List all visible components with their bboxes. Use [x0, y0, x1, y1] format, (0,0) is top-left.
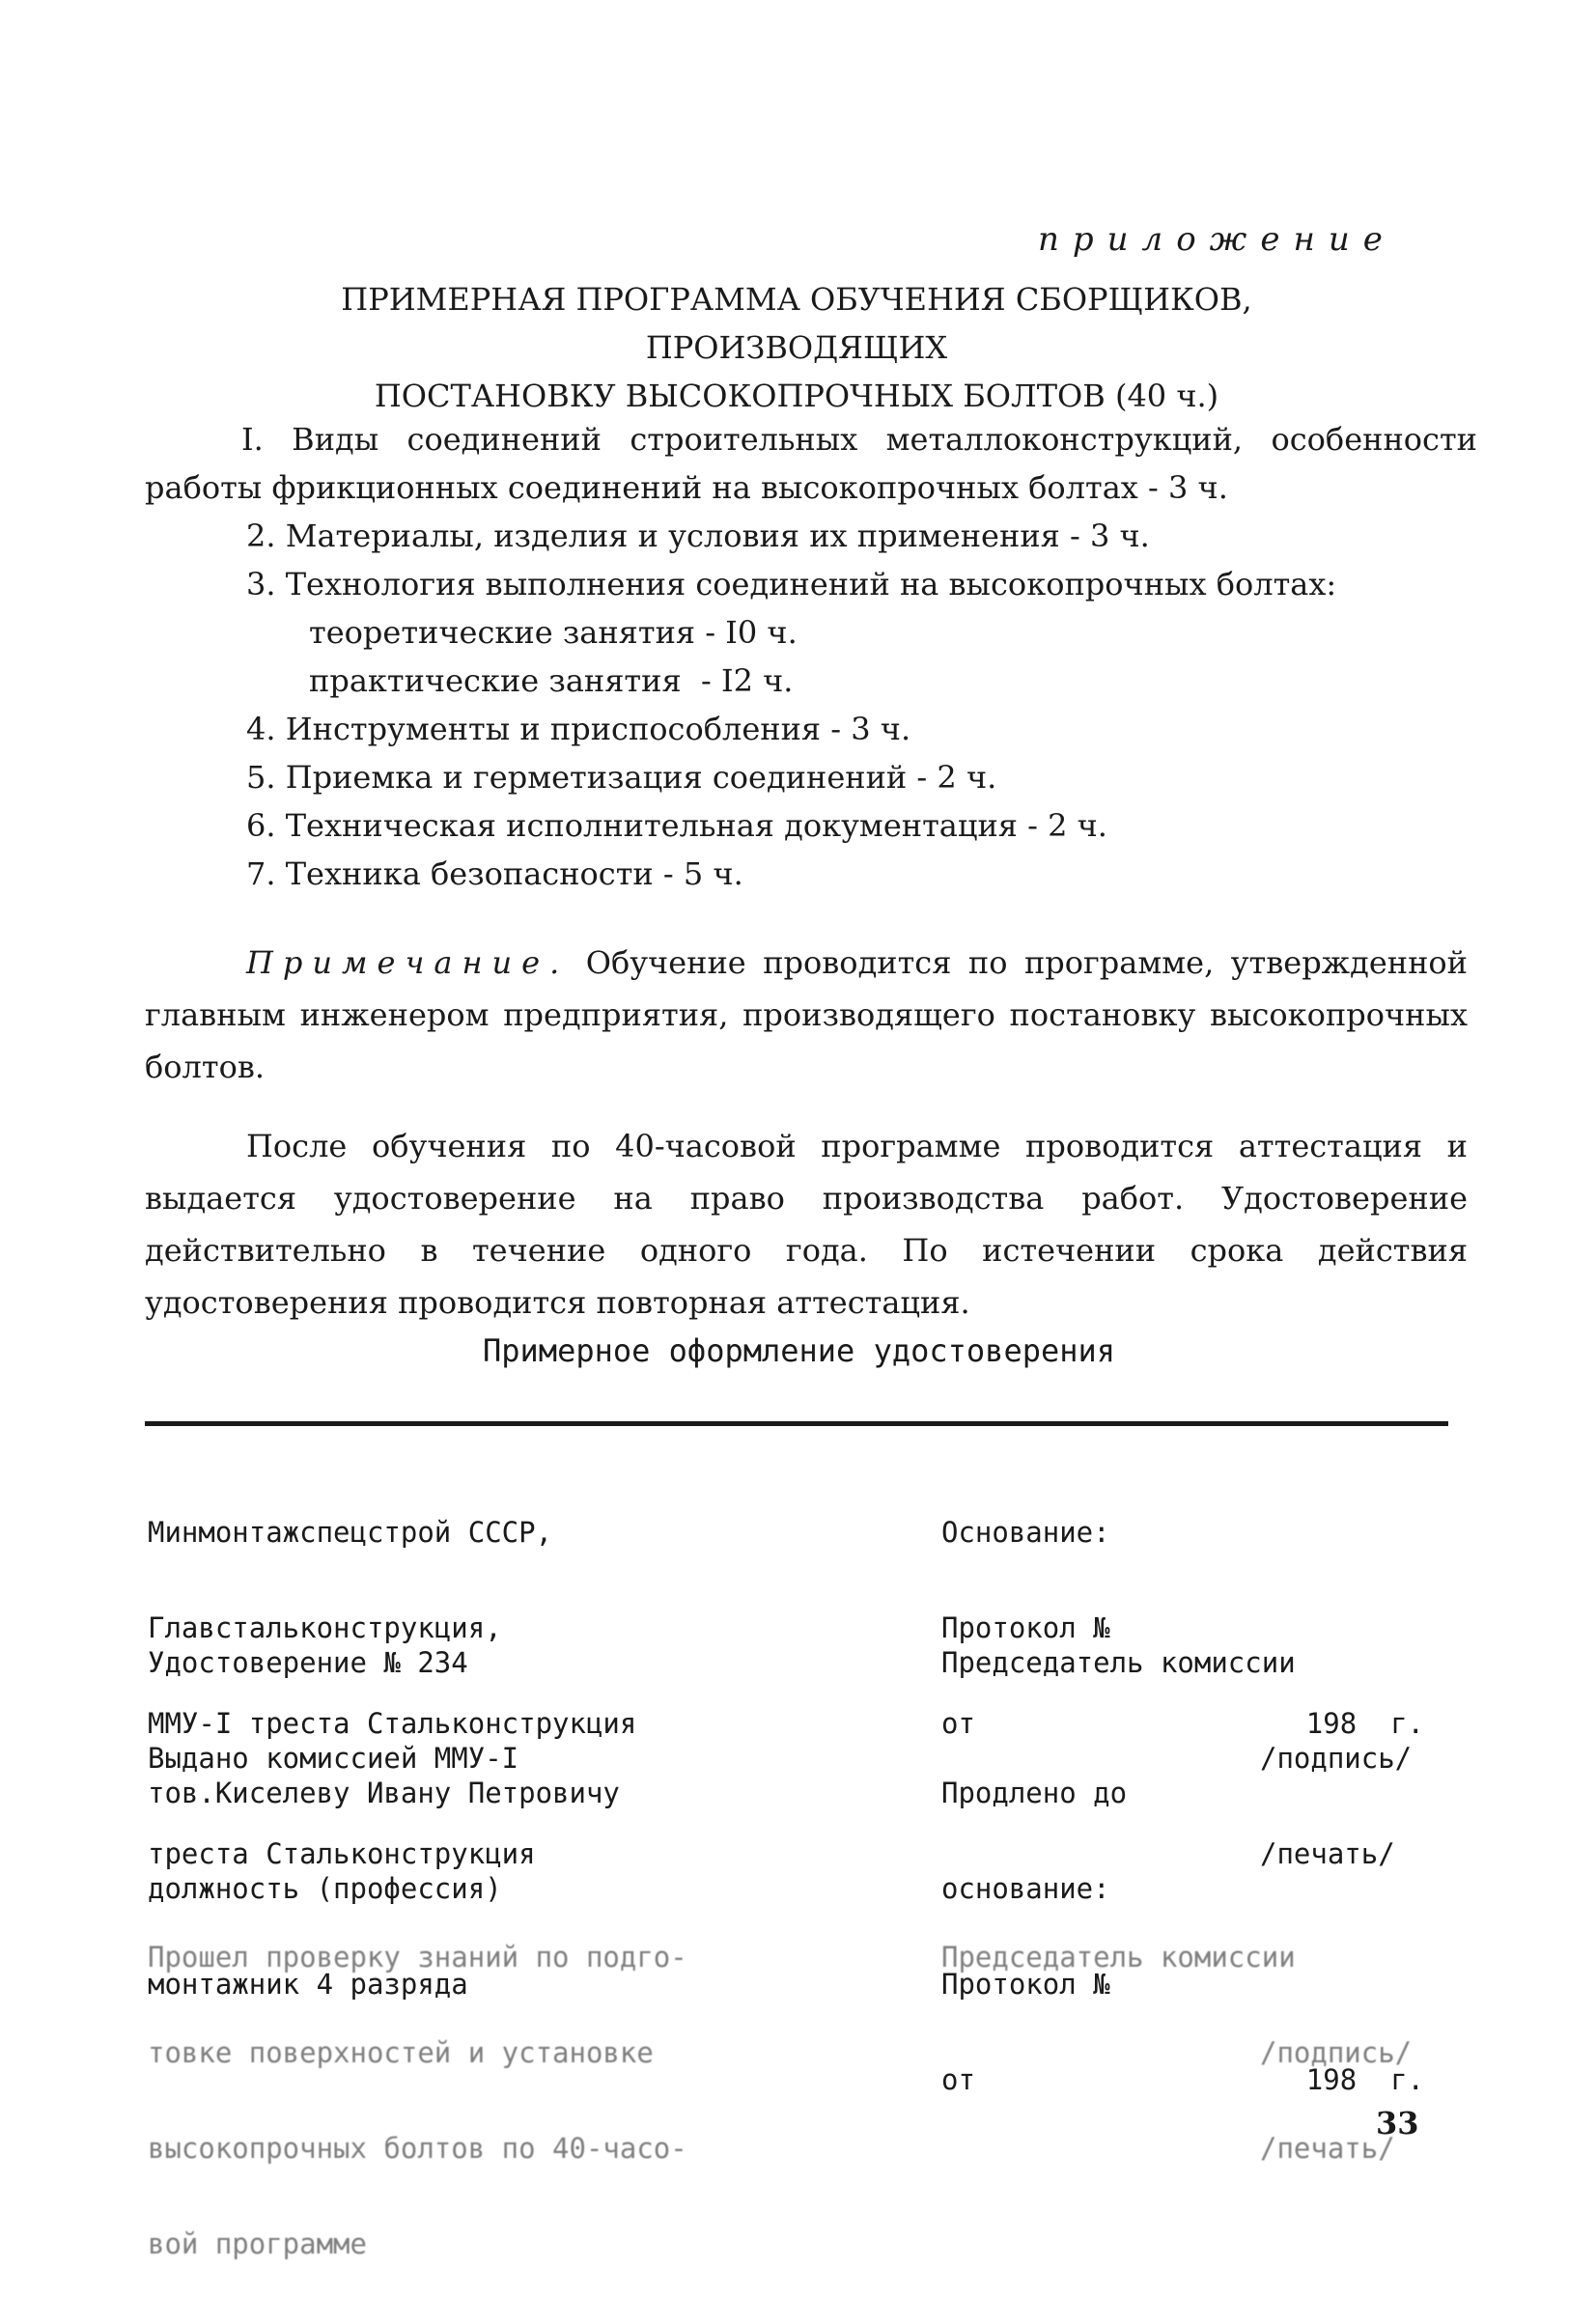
program-item-3-theory: теоретические занятия - I0 ч. — [309, 614, 798, 651]
divider-rule — [145, 1421, 1448, 1426]
certificate-heading: Примерное оформление удостоверения — [483, 1332, 1116, 1369]
program-item-3-practice: практические занятия - I2 ч. — [309, 662, 794, 699]
passed-line-1: Прошел проверку знаний по подго- — [148, 1941, 687, 1974]
program-item-5: 5. Приемка и герметизация соединений - 2 ч. — [246, 759, 997, 796]
title-line-1: ПРИМЕРНАЯ ПРОГРАММА ОБУЧЕНИЯ СБОРЩИКОВ, ПРОИЗВОДЯЩИХ — [341, 281, 1252, 366]
year-field: 198 г. — [1305, 1707, 1424, 1740]
program-item-6: 6. Техническая исполнительная документация - 2 ч. — [246, 807, 1107, 844]
issued-by-line-1: Выдано комиссией ММУ-I — [148, 1742, 519, 1775]
from-label-2: от — [941, 2063, 975, 2096]
program-item-1: I. Виды соединений строительных металлоконструкций, особенности работы фрикционных соединений на высокопрочных болтах - 3 ч. — [145, 421, 1477, 506]
program-item-3: 3. Технология выполнения соединений на высокопрочных болтах: — [246, 566, 1337, 602]
certificate-number: Удостоверение № 234 — [148, 1646, 468, 1679]
document-title — [193, 275, 1400, 420]
basis-label: Основание: — [941, 1516, 1110, 1549]
note-label: Примечание. — [246, 944, 570, 981]
year-field-2: 198 г. — [1305, 2063, 1424, 2096]
passed-exam-block — [148, 1878, 824, 2324]
extended-until-label: Продлено до — [941, 1777, 1128, 1809]
chairman-block-2 — [941, 1878, 1443, 2228]
signature-label: /подпись/ — [1260, 1742, 1413, 1775]
passed-line-2: товке поверхностей и установке — [148, 2036, 654, 2069]
org-line-1: Минмонтажспецстрой СССР, — [148, 1516, 553, 1549]
title-line-2: ПОСТАНОВКУ ВЫСОКОПРОЧНЫХ БОЛТОВ (40 ч.) — [374, 378, 1219, 414]
program-list — [145, 415, 1477, 898]
chairman-label-2: Председатель комиссии — [941, 1941, 1296, 1974]
certification-paragraph: После обучения по 40-часовой программе проводится аттестация и выдается удостоверение на право производства работ. Удостоверение действительно в течение одного года. По истечении срока действия удостоверения проводится повторная аттестация. — [145, 1128, 1468, 1321]
page-number: 33 — [1376, 2105, 1419, 2142]
passed-line-3: высокопрочных болтов по 40-часо- — [148, 2132, 687, 2165]
position-value: монтажник 4 разряда — [148, 1968, 468, 2001]
passed-line-4: вой программе — [148, 2227, 367, 2260]
note-paragraph — [145, 937, 1468, 1093]
org-line-2: Главстальконструкция, — [148, 1611, 502, 1644]
protocol-label-2: Протокол № — [941, 1968, 1110, 2001]
basis-label-2: основание: — [941, 1872, 1110, 1905]
program-item-7: 7. Техника безопасности - 5 ч. — [246, 855, 743, 892]
holder-name: тов.Киселеву Ивану Петровичу — [148, 1777, 620, 1809]
stamp-label: /печать/ — [1260, 1837, 1395, 1870]
issued-by-line-2: треста Стальконструкция — [148, 1837, 536, 1870]
signature-label-2: /подпись/ — [1260, 2036, 1413, 2069]
chairman-label: Председатель комиссии — [941, 1646, 1296, 1679]
program-item-2: 2. Материалы, изделия и условия их применения - 3 ч. — [246, 518, 1150, 554]
protocol-label: Протокол № — [941, 1611, 1110, 1644]
org-line-3: ММУ-I треста Стальконструкция — [148, 1707, 637, 1740]
program-item-4: 4. Инструменты и приспособления - 3 ч. — [246, 711, 911, 747]
appendix-label: приложение — [1038, 220, 1396, 259]
note-text: Обучение проводится по программе, утвержденной главным инженером предприятия, производящего постановку высокопрочных болтов. — [145, 944, 1468, 1085]
from-label: от — [941, 1707, 975, 1740]
stamp-label-2: /печать/ — [1260, 2132, 1395, 2165]
position-label: должность (профессия) — [148, 1872, 502, 1905]
